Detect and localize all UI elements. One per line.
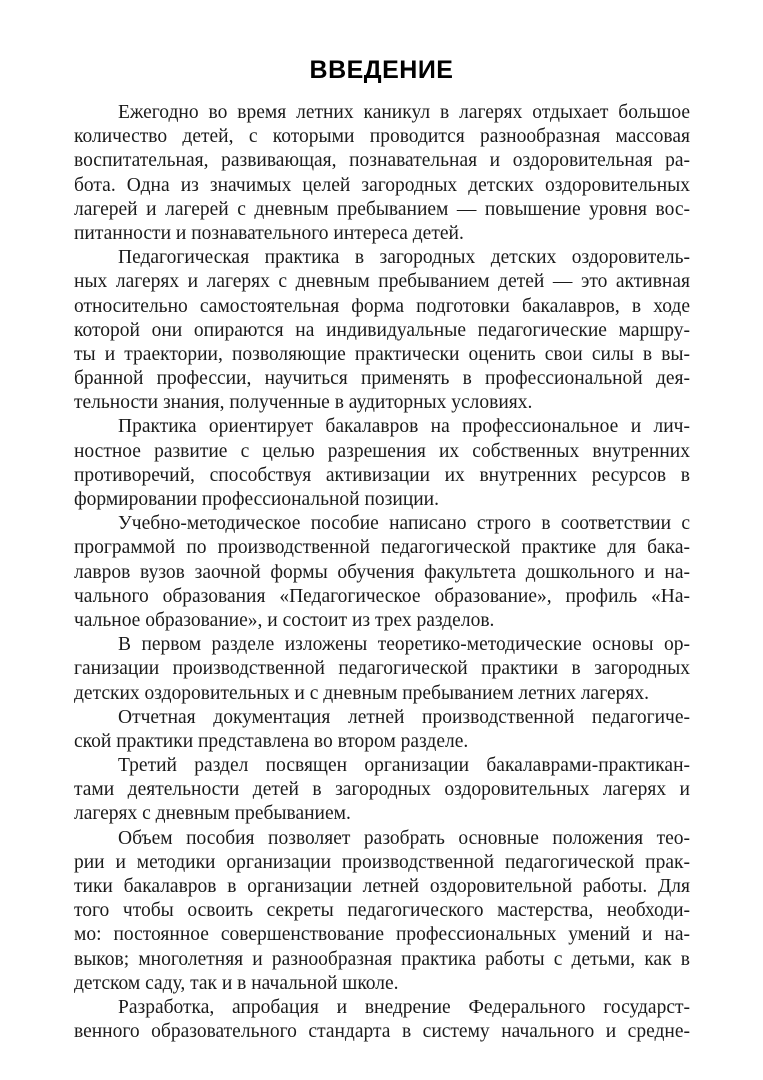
paragraph (74, 633, 690, 706)
text-line: ской практики представлена во втором разделе. (74, 730, 469, 752)
text-line: тики бакалавров в организации летней оздоровительной работы. Для (74, 876, 690, 897)
text-line: лагерей и лагерей с дневным пребыванием — повышение уровня вос- (74, 198, 690, 220)
text-line: рии и методики организации производственной педагогической прак- (74, 851, 690, 873)
text-line: Объем пособия позволяет разобрать основные положения тео- (118, 827, 690, 849)
text-line: выков; многолетняя и разнообразная практика работы с детьми, как в (74, 948, 690, 970)
text-line: лавров вузов заочной формы обучения факультета дошкольного и на- (74, 561, 690, 583)
text-line: программой по производственной педагогической практике для бака- (74, 537, 690, 559)
paragraph (74, 415, 690, 512)
text-line: формировании профессиональной позиции. (74, 489, 439, 510)
text-line: относительно самостоятельная форма подготовки бакалавров, в ходе (74, 295, 690, 317)
paragraph (74, 996, 690, 1044)
text-line: ганизации производственной педагогической практики в загородных (74, 658, 690, 680)
text-line: ты и траектории, позволяющие практически оценить свои силы в вы- (74, 343, 690, 365)
text-line: которой они опираются на индивидуальные педагогические маршру- (74, 319, 690, 341)
paragraph (74, 512, 690, 633)
text-line: Разработка, апробация и внедрение Федерального государст- (118, 996, 690, 1018)
paragraph (74, 706, 690, 754)
text-line: чальное образование», и состоит из трех разделов. (74, 609, 495, 631)
text-line: Практика ориентирует бакалавров на профессиональное и лич- (118, 416, 690, 438)
text-line: Учебно-методическое пособие написано строго в соответствии с (118, 513, 690, 535)
text-line: бота. Одна из значимых целей загородных детских оздоровительных (74, 174, 690, 196)
text-line: лагерях с дневным пребыванием. (74, 803, 351, 825)
text-line: тельности знания, полученные в аудиторных условиях. (74, 392, 533, 414)
text-line: ных лагерях и лагерях с дневным пребыванием детей — это активная (74, 271, 690, 293)
text-line: мо: постоянное совершенствование профессиональных умений и на- (74, 924, 690, 946)
text-line: В первом разделе изложены теоретико-методические основы ор- (118, 634, 690, 656)
text-line: питанности и познавательного интереса детей. (74, 222, 464, 244)
text-line: венного образовательного стандарта в систему начального и средне- (74, 1021, 690, 1043)
text-line: ностное развитие с целью разрешения их собственных внутренних (74, 440, 690, 462)
page-title: ВВЕДЕНИЕ (309, 56, 454, 84)
text-line: детском саду, так и в начальной школе. (74, 972, 399, 994)
text-line: воспитательная, развивающая, познавательная и оздоровительная ра- (74, 150, 690, 172)
paragraph (74, 754, 690, 827)
text-line: тами деятельности детей в загородных оздоровительных лагерях и (74, 779, 690, 801)
body-text (74, 101, 690, 1044)
text-line: Педагогическая практика в загородных детских оздоровитель- (118, 247, 690, 269)
text-line: детских оздоровительных и с дневным пребыванием летних лагерях. (74, 682, 649, 704)
text-line: противоречий, способствуя активизации их внутренних ресурсов в (74, 464, 690, 486)
paragraph (74, 246, 690, 415)
paragraph (74, 101, 690, 246)
text-line: Ежегодно во время летних каникул в лагерях отдыхает большое (118, 102, 690, 123)
text-line: количество детей, с которыми проводится разнообразная массовая (74, 126, 690, 148)
text-line: Третий раздел посвящен организации бакалаврами-практикан- (118, 755, 690, 777)
paragraph (74, 827, 690, 996)
text-line: чального образования «Педагогическое образование», профиль «На- (74, 585, 690, 607)
text-line: Отчетная документация летней производственной педагогиче- (118, 706, 690, 728)
text-line: бранной профессии, научиться применять в профессиональной дея- (74, 368, 690, 390)
text-line: того чтобы освоить секреты педагогического мастерства, необходи- (74, 900, 690, 922)
